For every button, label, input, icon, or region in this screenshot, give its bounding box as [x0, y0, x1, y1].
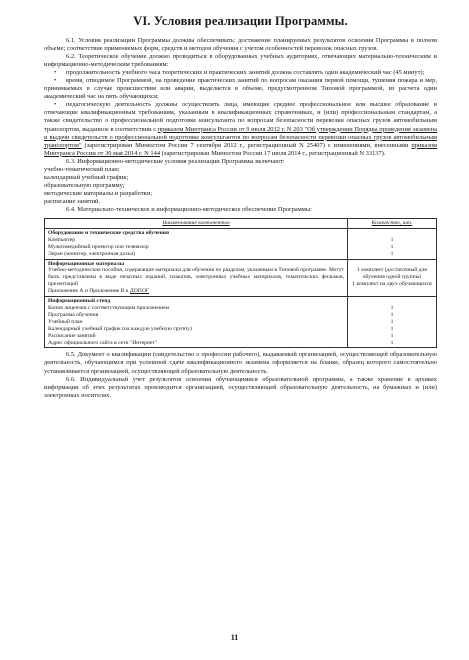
section-title: VI. Условия реализации Программы. — [133, 14, 348, 28]
table-cell — [348, 259, 437, 297]
table-qty: 1 комплект (достаточный для обучения одной группы) — [357, 267, 427, 281]
appendix-text: Приложение А и Приложение В к — [48, 288, 130, 295]
adr-link[interactable]: ДОПОГ — [129, 288, 150, 295]
list-item — [44, 69, 437, 77]
paragraph-6-1: 6.1. Условия реализации Программы должны обеспечивать: достижение планируемых результатов освоения Программы в полном объеме; соответствие применяемых форм, средств и методов обучения с учетом особенностей перевозок опасных грузов. — [44, 37, 437, 53]
table-qty: 1 — [390, 311, 394, 318]
page-number: 11 — [230, 633, 239, 642]
list-item — [44, 77, 437, 101]
table-section-title: Информационный стенд — [48, 298, 111, 305]
list-item: методические материалы и разработки; — [44, 189, 153, 197]
requirements-list — [44, 69, 437, 158]
table-qty: 1 — [390, 318, 394, 325]
table-item — [48, 288, 344, 295]
table-item: Учебный план — [48, 318, 83, 325]
table-item: Мультимедийный проектор или телевизор — [48, 243, 149, 250]
table-header-row — [45, 219, 437, 229]
table-qty: 1 комплект на двух обучающихся — [352, 281, 432, 288]
order-link-144[interactable]: приказом Минтранса России от 30 мая 2014 г. N 144 — [44, 141, 437, 157]
bullet-text: (зарегистрирован Минюстом России 7 сентября 2012 г., регистрационный N 25407) с изменениями, внесенными — [81, 141, 412, 149]
table-row — [45, 259, 437, 297]
table-qty: 1 — [390, 243, 394, 250]
bullet-icon: • — [54, 101, 57, 109]
table-row — [45, 228, 437, 259]
table-cell — [45, 297, 348, 348]
list-item: расписание занятий. — [44, 197, 101, 205]
bullet-icon: • — [54, 77, 57, 85]
table-qty: 1 — [390, 250, 394, 257]
bullet-text: время, отводимое Программой, на проведение практических занятий по вопросам оказания первой помощи, тушения пожара и мер, принимаемых в случае происшествия или аварии, выделяется в объеме, предусмотренном Типовой программой, из расчета один академический час на пять обучающихся; — [44, 77, 437, 101]
list-item: учебно-тематический план; — [44, 165, 120, 173]
table-item: Адрес официального сайта в сети "Интернет" — [48, 339, 158, 346]
table-item: Учебно-методические пособия, содержащие материалы для обучения по разделам, указанным в Типовой программе. Могут быть представлены в виде печатных изданий, плакатов, электронных учебных материалов, тематических фильмов, презентаций — [48, 267, 344, 288]
table-row — [45, 297, 437, 348]
bullet-text: (зарегистрирован Минюстом России 17 июля 2014 г., регистрационный N 33137). — [160, 149, 386, 157]
table-cell — [348, 297, 437, 348]
table-item: Экран (монитор, электронная доска) — [48, 250, 136, 257]
table-section-title: Оборудование и технические средства обучения — [48, 229, 170, 236]
paragraph-6-5: 6.5. Документ о квалификации (свидетельство о профессии рабочего), выдаваемый организацией, осуществляющей образовательную деятельность, обучающимся при успешной сдаче квалификационного экзамена оформляется на бланке, образец которого самостоятельно устанавливается организацией, осуществляющей образовательную деятельность. — [44, 351, 437, 375]
list-item: образовательную программу; — [44, 181, 125, 189]
column-header-name: Наименование компонентов — [45, 219, 348, 229]
table-cell — [348, 228, 437, 259]
table-item: Расписание занятий — [48, 332, 96, 339]
table-qty: 1 — [390, 236, 394, 243]
table-item: Календарный учебный график (на каждую учебную группу) — [48, 325, 192, 332]
list-item: календарный учебный график; — [44, 173, 129, 181]
order-link-203[interactable]: приказом Минтранса России от 9 июля 2012 г. N 203 "Об утверждении Порядка проведения экзамена и выдачи свидетельств о профессиональной подготовке консультантов по вопросам безопасности перевозки опасных грузов автомобильным транспортом" — [44, 125, 437, 149]
table-item: Компьютер — [48, 236, 76, 243]
table-qty: 1 — [390, 339, 394, 346]
table-item: Копия лицензии с соответствующим приложением — [48, 305, 170, 311]
table-qty: 1 — [390, 325, 394, 332]
table-item: Программа обучения — [48, 311, 99, 318]
paragraph-6-2: 6.2. Теоретическое обучение должно проводиться в оборудованных учебных аудиториях, отвечающих материально-техническим и информационно-методическим требованиям: — [44, 53, 437, 69]
table-cell — [45, 228, 348, 259]
paragraph-6-4: 6.4. Материально-техническое и информационно-методическое обеспечение Программы: — [66, 205, 312, 213]
bullet-icon: • — [54, 69, 57, 77]
bullet-text: продолжительность учебного часа теоретических и практических занятий должна составлять один академический час (45 минут); — [66, 69, 425, 77]
bullet-text: педагогическую деятельность должны осуществлять лица, имеющие среднее профессиональное или высшее образование и отвечающие квалификационным требованиям, указанным в квалификационных справочниках, и (или) профессиональным стандартам, а также свидетельство о профессиональной подготовке консультанта по вопросам безопасности перевозки опасных грузов автомобильным транспортом, выданное в соответствии с — [44, 101, 437, 133]
table-cell — [45, 259, 348, 297]
table-qty: 1 — [390, 332, 394, 339]
paragraph-6-3: 6.3. Информационно-методические условия реализации Программы включают: — [66, 157, 285, 165]
table-section-title: Информационные материалы — [48, 260, 125, 267]
equipment-table — [44, 218, 437, 348]
list-item — [44, 101, 437, 157]
column-header-qty: Количество, шт. — [348, 219, 437, 229]
paragraph-6-6: 6.6. Индивидуальный учет результатов освоения обучающимися образовательной программы, а также хранение в архивах информации об этих результатах производится организацией, осуществляющей образовательную деятельность, на бумажных и (или) электронных носителях. — [44, 375, 437, 399]
table-qty: 1 — [390, 305, 394, 311]
